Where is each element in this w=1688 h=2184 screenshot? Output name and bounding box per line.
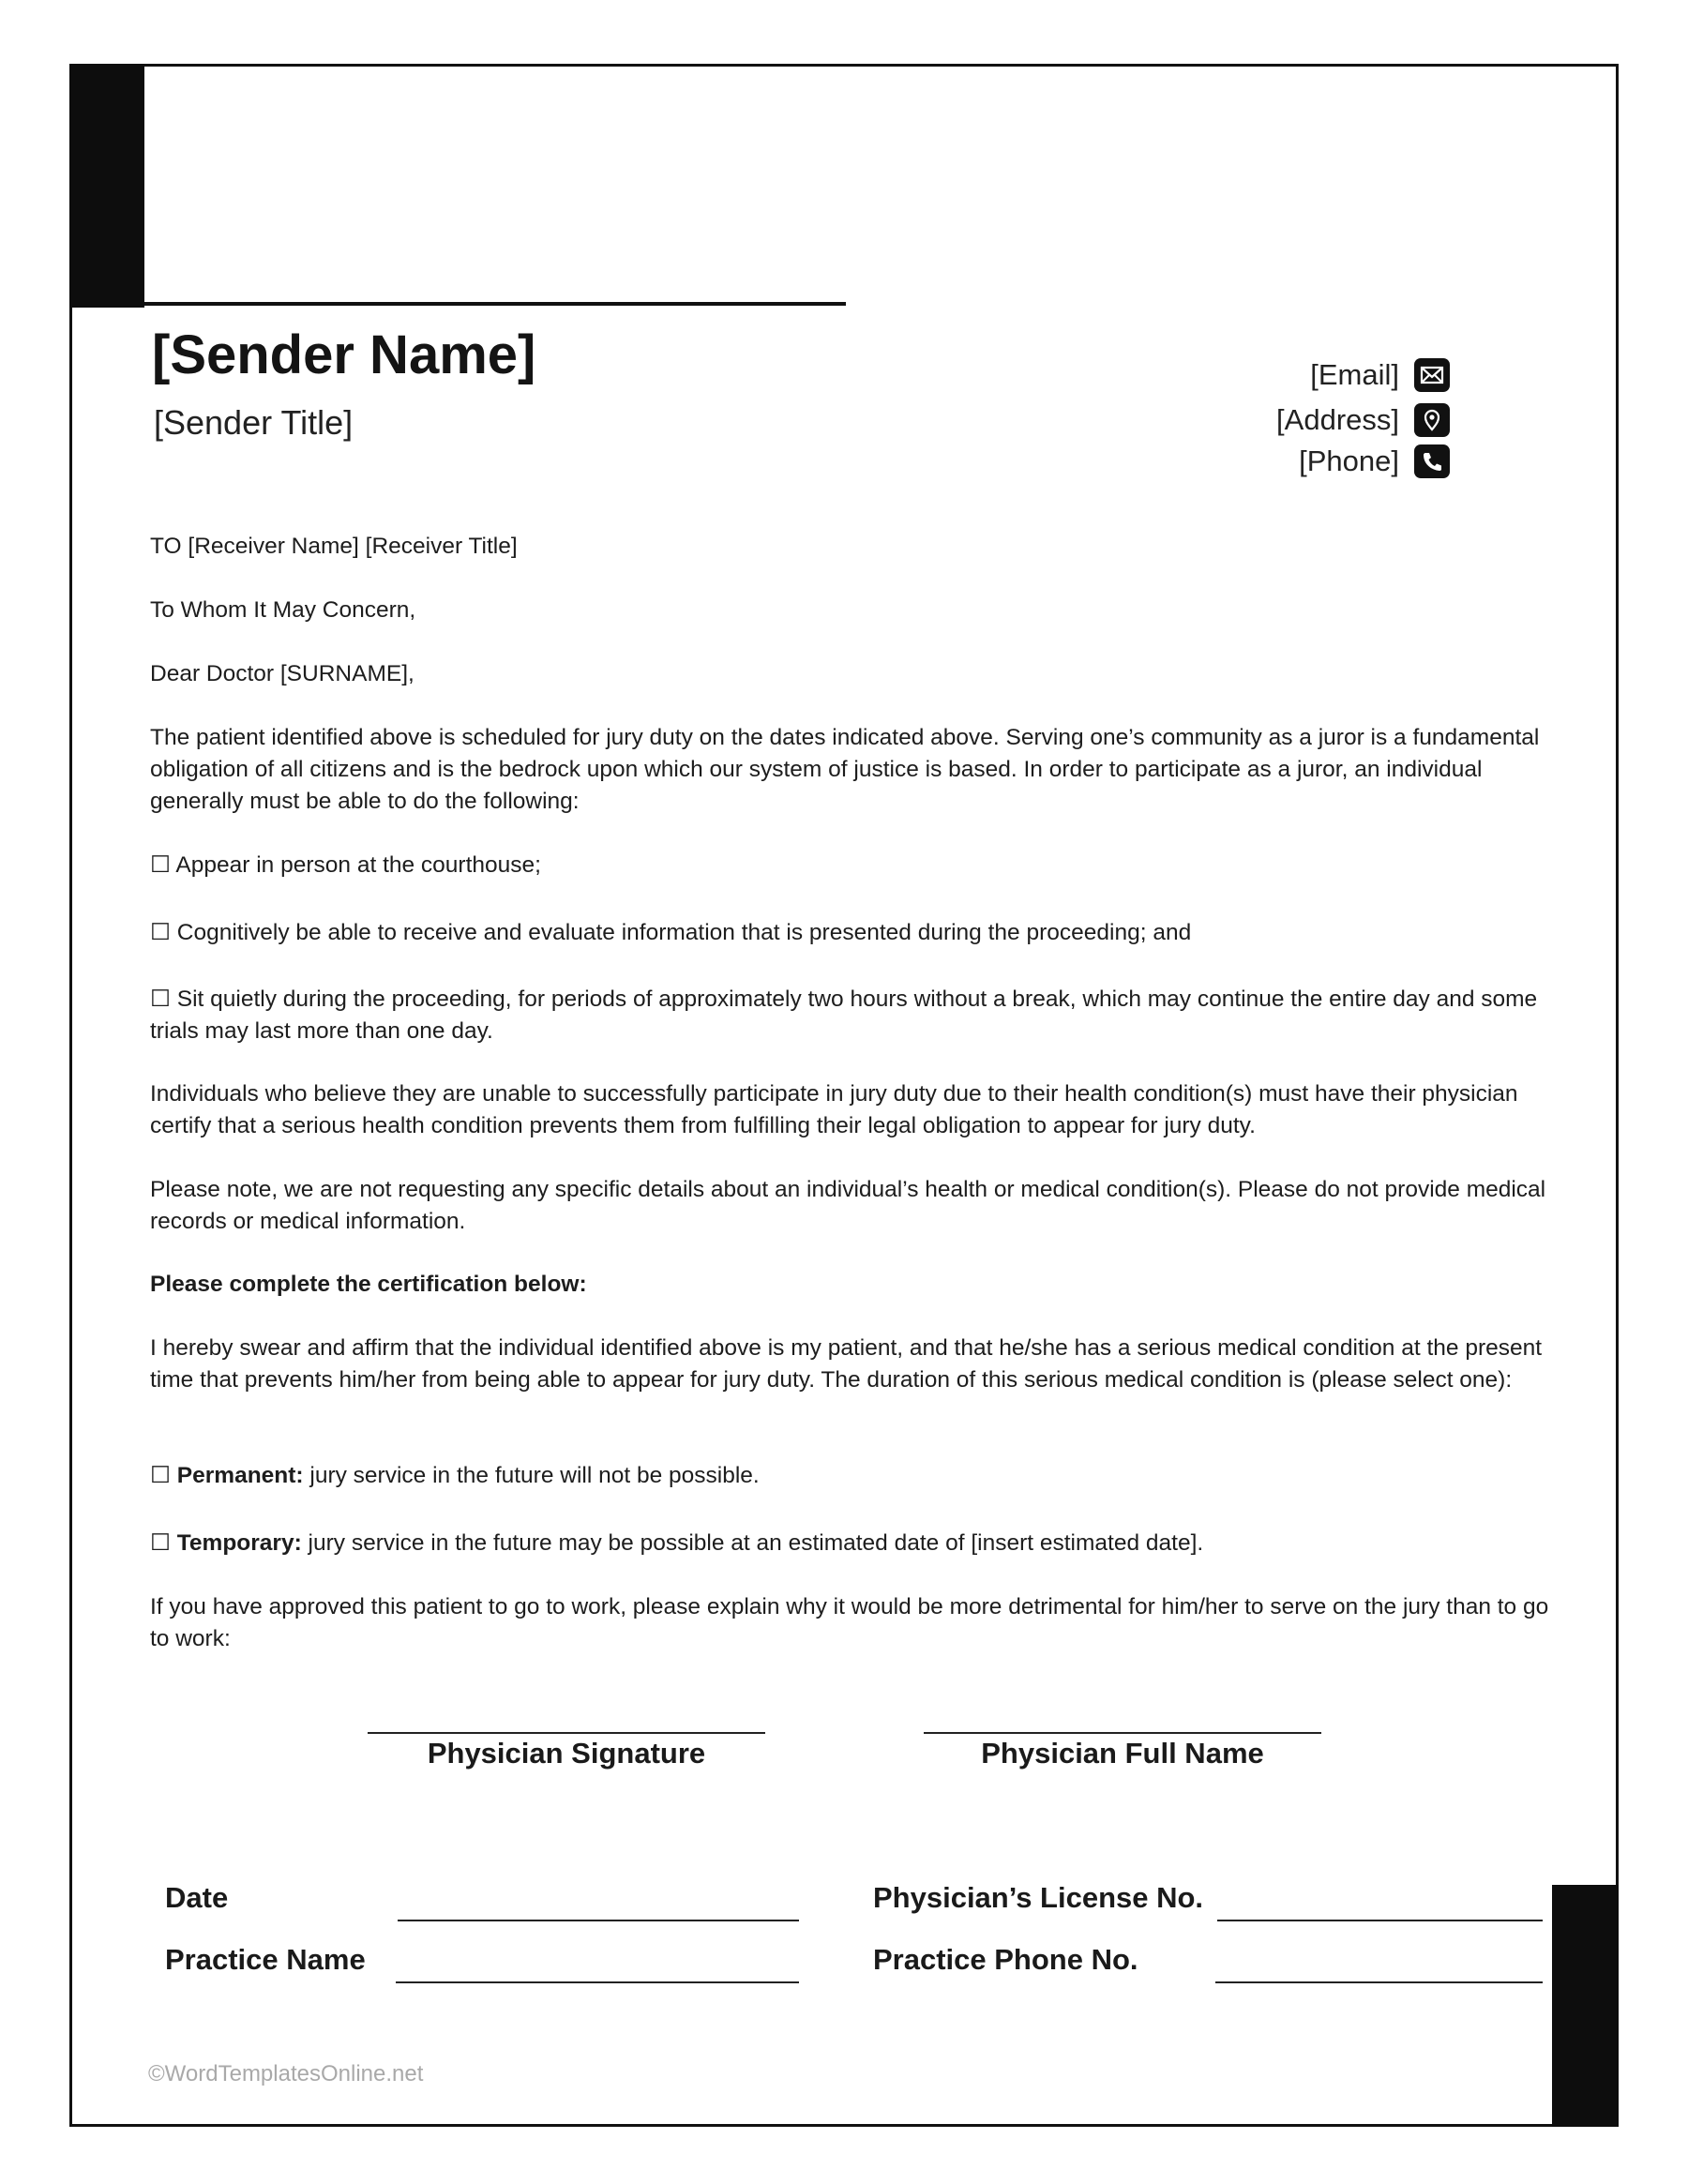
physician-signature-line[interactable] <box>368 1732 765 1734</box>
contact-email <box>1310 358 1450 392</box>
decorative-top-bar <box>69 64 144 308</box>
practice-name-label: Practice Name <box>165 1943 366 1976</box>
contact-address-text: [Address] <box>1276 403 1399 436</box>
envelope-icon <box>1414 358 1450 392</box>
to-line: TO [Receiver Name] [Receiver Title] <box>150 534 518 559</box>
physician-full-name-label: Physician Full Name <box>981 1737 1264 1770</box>
license-no-line[interactable] <box>1217 1920 1543 1921</box>
decorative-bottom-bar <box>1552 1885 1619 2127</box>
physician-signature-label: Physician Signature <box>427 1737 706 1770</box>
practice-phone-line[interactable] <box>1215 1981 1543 1983</box>
permanent-checkbox[interactable]: ☐ <box>150 1463 171 1488</box>
requirement-sit-quietly: ☐ Sit quietly during the proceeding, for periods of approximately two hours without a break, which may continue the entire day and some trials may last more than one day. <box>150 987 1538 1044</box>
option-permanent <box>150 1460 1552 1492</box>
map-pin-icon <box>1414 403 1450 437</box>
practice-name-line[interactable] <box>396 1981 799 1983</box>
contact-phone-text: [Phone] <box>1299 444 1399 477</box>
affirm-paragraph: I hereby swear and affirm that the individual identified above is my patient, and that he/she has a serious medical condition at the present time that prevents him/her from being able to appear for jury duty. The duration of this serious medical condition is (please select one): <box>150 1335 1543 1393</box>
individuals-paragraph: Individuals who believe they are unable to successfully participate in jury duty due to their health condition(s) must have their physician certify that a serious health condition prevents them from fulfilling their legal obligation to appear for jury duty. <box>150 1081 1518 1138</box>
permanent-text: jury service in the future will not be possible. <box>303 1463 760 1488</box>
intro-paragraph: The patient identified above is scheduled for jury duty on the dates indicated above. Serving one’s community as a juror is a fundamental obligation of all citizens and is the bedrock upon which our system of justice is based. In order to participate as a juror, an individual generally must be able to do the following: <box>150 725 1540 814</box>
practice-phone-label: Practice Phone No. <box>873 1943 1138 1976</box>
concern-line: To Whom It May Concern, <box>150 597 416 623</box>
requirement-appear: ☐ Appear in person at the courthouse; <box>150 852 541 878</box>
note-paragraph: Please note, we are not requesting any specific details about an individual’s health or medical condition(s). Please do not provide medical records or medical information. <box>150 1177 1546 1234</box>
option-temporary <box>150 1528 1552 1559</box>
phone-icon <box>1414 444 1450 478</box>
physician-full-name-line[interactable] <box>924 1732 1321 1734</box>
requirement-cognitive: ☐ Cognitively be able to receive and evaluate information that is presented during the proceeding; and <box>150 920 1192 945</box>
contact-phone <box>1299 444 1450 478</box>
date-label: Date <box>165 1881 229 1914</box>
header-rule <box>144 302 846 306</box>
license-no-label: Physician’s License No. <box>873 1881 1204 1914</box>
sender-title: [Sender Title] <box>154 403 354 442</box>
permanent-label: Permanent: <box>176 1463 304 1488</box>
temporary-text: jury service in the future may be possible at an estimated date of [insert estimated date]. <box>301 1530 1204 1556</box>
certification-heading: Please complete the certification below: <box>150 1272 587 1297</box>
temporary-checkbox[interactable]: ☐ <box>150 1530 171 1556</box>
contact-address <box>1276 403 1450 437</box>
temporary-label: Temporary: <box>176 1530 302 1556</box>
sender-name: [Sender Name] <box>152 324 536 385</box>
watermark: ©WordTemplatesOnline.net <box>148 2061 424 2086</box>
work-question: If you have approved this patient to go to work, please explain why it would be more detrimental for him/her to serve on the jury than to go to work: <box>150 1594 1549 1651</box>
date-line[interactable] <box>398 1920 799 1921</box>
salutation: Dear Doctor [SURNAME], <box>150 661 414 686</box>
contact-email-text: [Email] <box>1310 358 1399 391</box>
